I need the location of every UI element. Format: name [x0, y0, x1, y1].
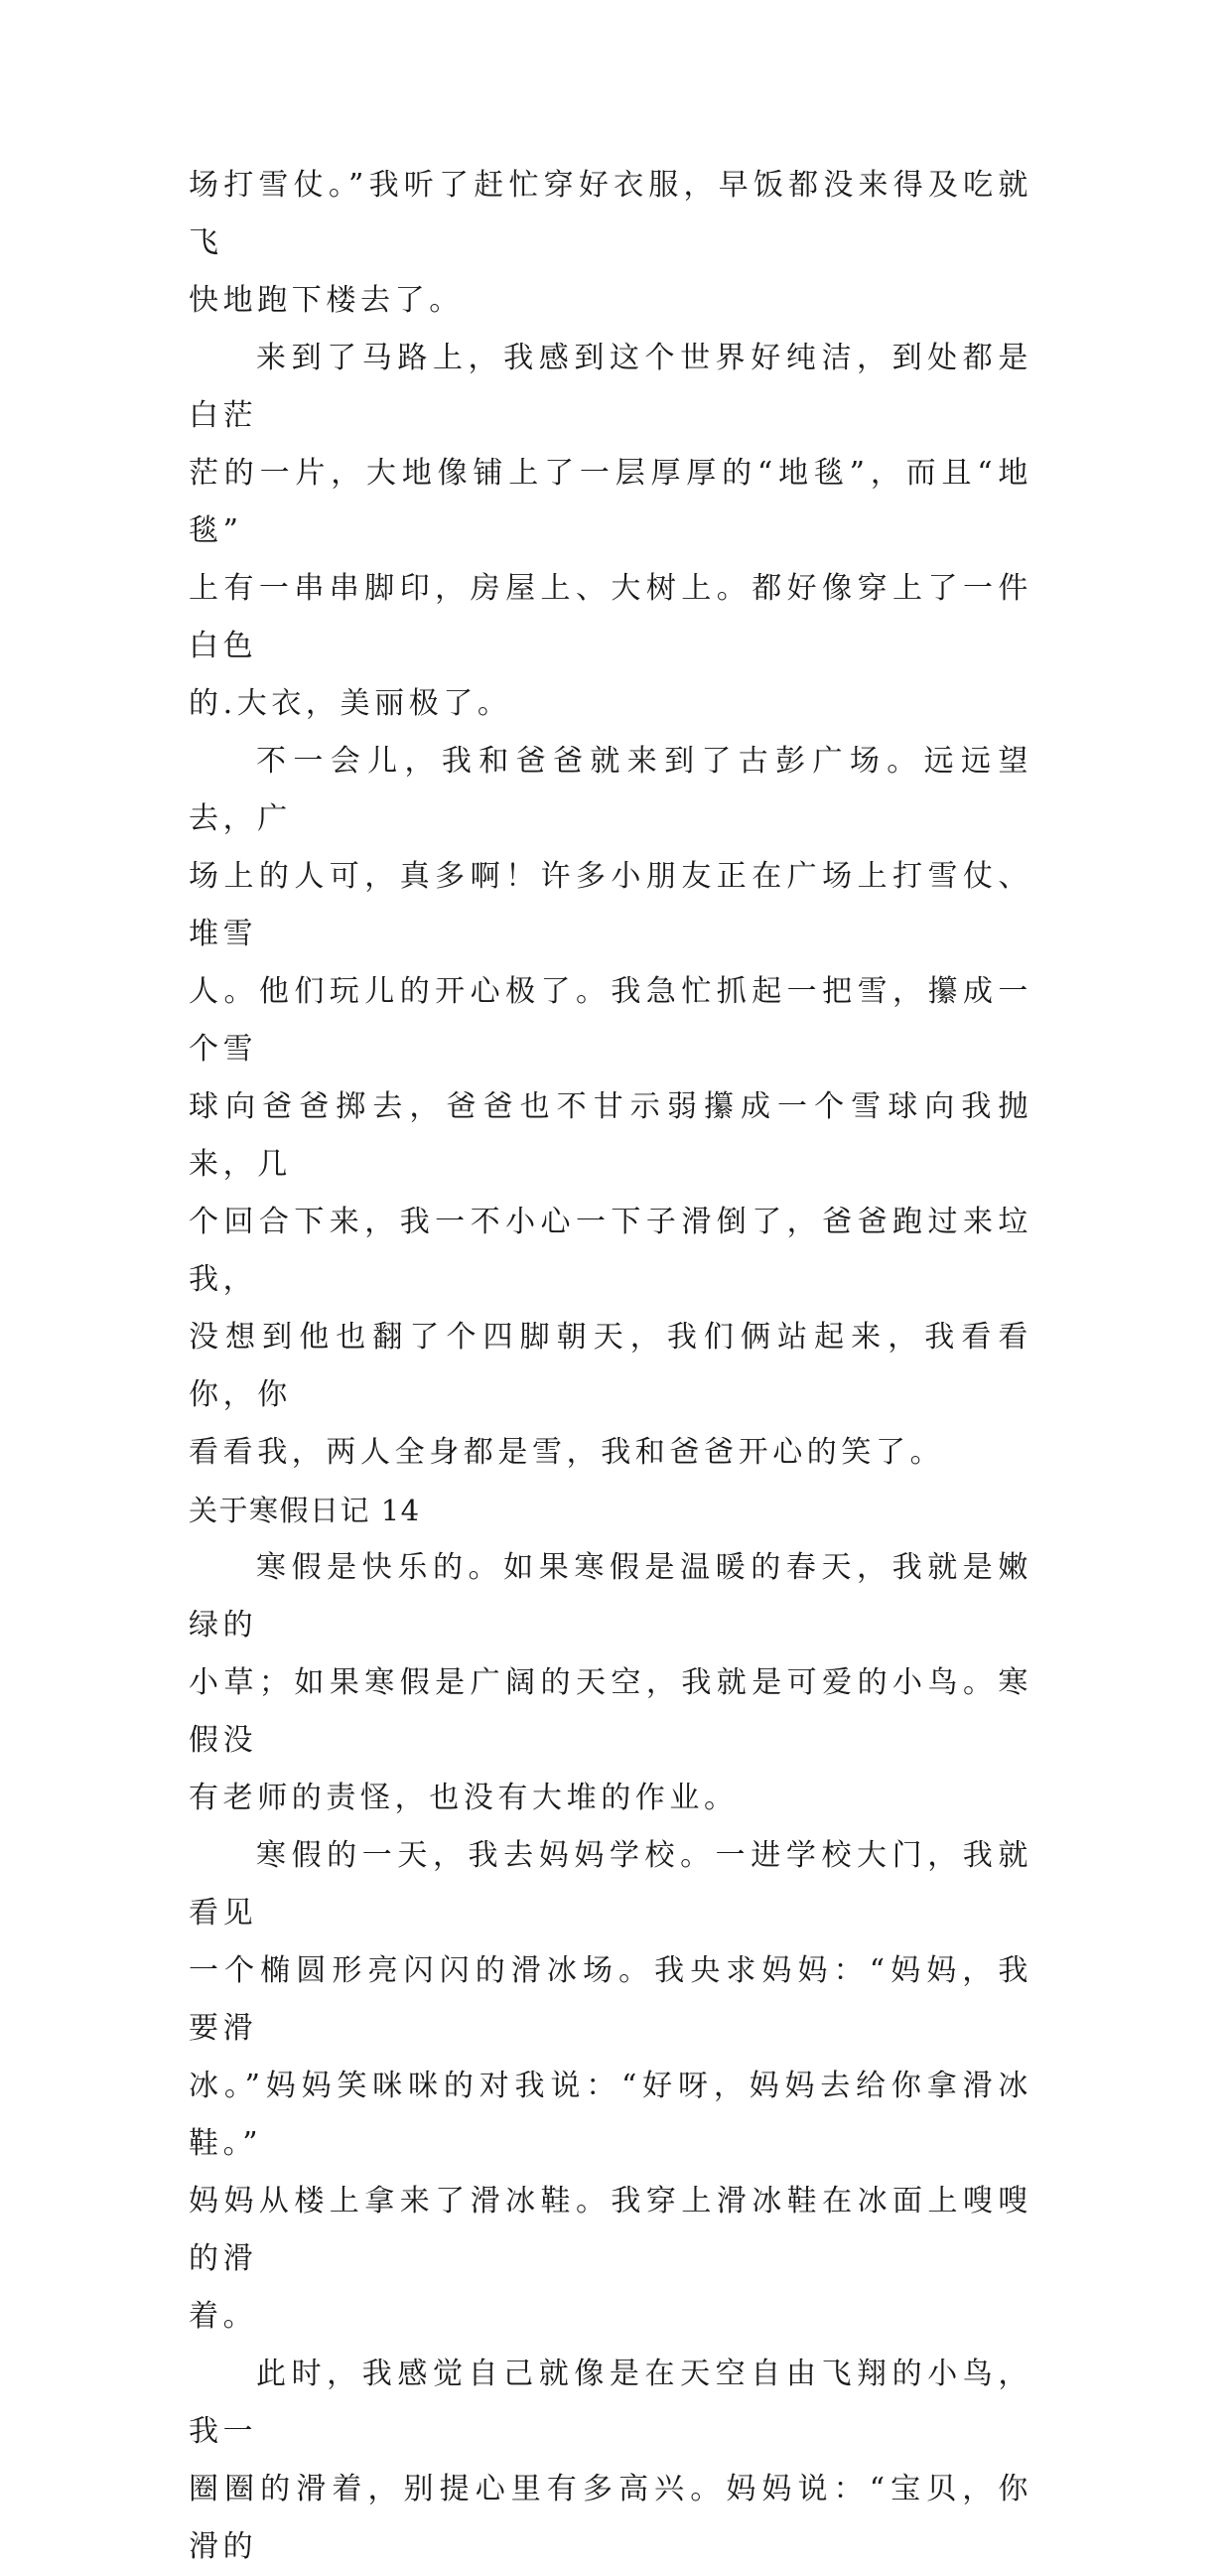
text-line: 着。 — [189, 2299, 258, 2334]
text-line: 个回合下来，我一不小心一下子滑倒了，爸爸跑过来垃我， — [189, 1205, 1032, 1297]
document-body — [189, 157, 1032, 2576]
text-line: 上有一串串脚印，房屋上、大树上。都好像穿上了一件白色 — [189, 571, 1032, 663]
text-line: 场上的人可，真多啊！许多小朋友正在广场上打雪仗、堆雪 — [189, 859, 1032, 951]
text-line: 球向爸爸掷去，爸爸也不甘示弱攥成一个雪球向我抛来，几 — [189, 1089, 1032, 1182]
text-line: 人。他们玩儿的开心极了。我急忙抓起一把雪，攥成一个雪 — [189, 974, 1032, 1067]
text-line: 茫的一片，大地像铺上了一层厚厚的“地毯”，而且“地毯” — [189, 456, 1032, 548]
text-line: 不一会儿，我和爸爸就来到了古彭广场。远远望去，广 — [189, 744, 1032, 836]
text-line: 场打雪仗。”我听了赶忙穿好衣服，早饭都没来得及吃就飞 — [189, 168, 1032, 260]
text-line: 寒假是快乐的。如果寒假是温暖的春天，我就是嫩绿的 — [189, 1550, 1032, 1643]
paragraph — [189, 733, 1032, 1482]
paragraph — [189, 1539, 1032, 1827]
text-line: 圈圈的滑着，别提心里有多高兴。妈妈说：“宝贝，你滑的 — [189, 2472, 1032, 2564]
text-line: 妈妈从楼上拿来了滑冰鞋。我穿上滑冰鞋在冰面上嗖嗖的滑 — [189, 2184, 1032, 2276]
text-line: 没想到他也翻了个四脚朝天，我们俩站起来，我看看你，你 — [189, 1320, 1032, 1412]
text-line: 看看我，两人全身都是雪，我和爸爸开心的笑了。 — [189, 1435, 945, 1470]
paragraph — [189, 2346, 1032, 2576]
text-line: 有老师的责怪，也没有大堆的作业。 — [189, 1781, 739, 1815]
text-line: 来到了马路上，我感到这个世界好纯洁，到处都是白茫 — [189, 341, 1032, 433]
text-line: 冰。”妈妈笑咪咪的对我说：“好呀，妈妈去给你拿滑冰鞋。” — [189, 2069, 1032, 2161]
text-line: 快地跑下楼去了。 — [189, 283, 464, 318]
text-line: 一个椭圆形亮闪闪的滑冰场。我央求妈妈：“妈妈，我要滑 — [189, 1953, 1032, 2046]
text-line: 寒假的一天，我去妈妈学校。一进学校大门，我就看见 — [189, 1838, 1032, 1931]
text-line: 小草；如果寒假是广阔的天空，我就是可爱的小鸟。寒假没 — [189, 1665, 1032, 1758]
paragraph — [189, 1827, 1032, 2346]
section-title: 关于寒假日记 14 — [189, 1494, 421, 1527]
text-line: 此时，我感觉自己就像是在天空自由飞翔的小鸟，我一 — [189, 2357, 1032, 2449]
paragraph — [189, 330, 1032, 733]
text-line: 的.大衣，美丽极了。 — [189, 686, 512, 721]
paragraph — [189, 157, 1032, 330]
